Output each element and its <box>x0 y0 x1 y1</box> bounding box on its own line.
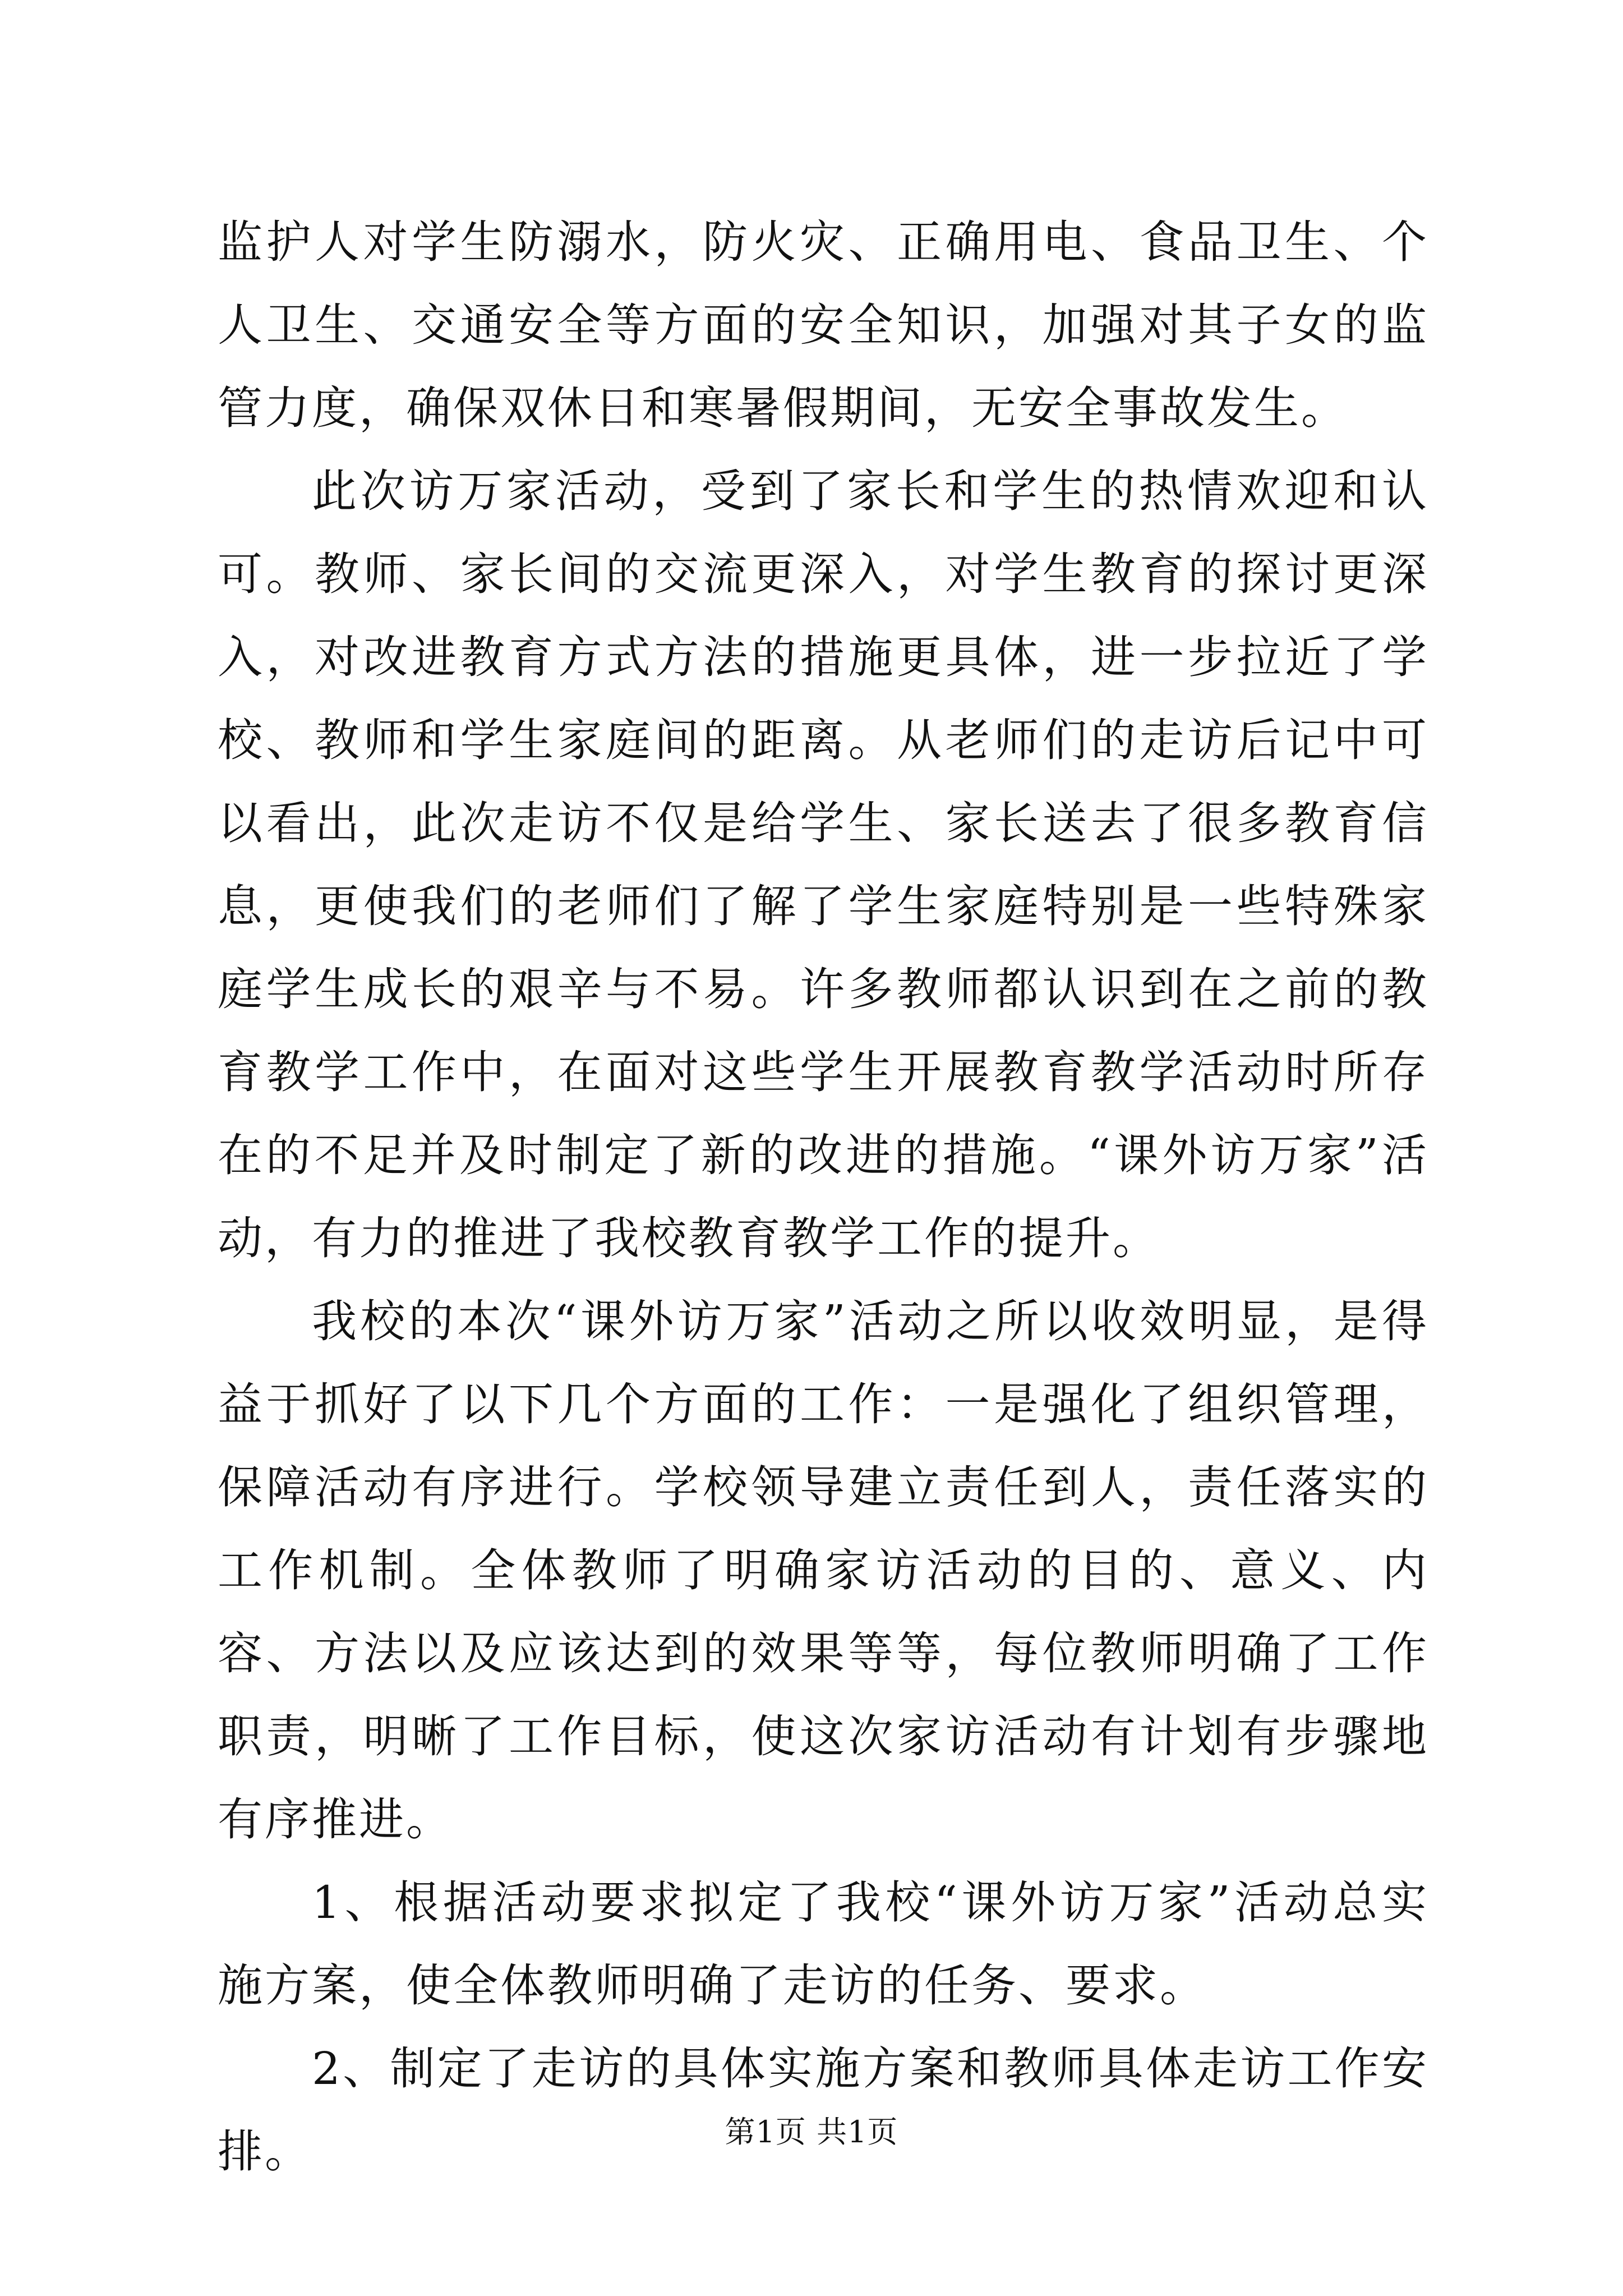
paragraph-5: 2、制定了走访的具体实施方案和教师具体走访工作安排。 <box>218 2042 1429 2178</box>
paragraph-1: 监护人对学生防溺水，防火灾、正确用电、食品卫生、个人卫生、交通安全等方面的安全知识，加强对其子女的监管力度，确保双休日和寒暑假期间，无安全事故发生。 <box>218 216 1429 434</box>
page-footer: 第1页 共1页 <box>725 2114 898 2150</box>
paragraph-2: 此次访万家活动，受到了家长和学生的热情欢迎和认可。教师、家长间的交流更深入，对学生教育的探讨更深入，对改进教育方式方法的措施更具体，进一步拉近了学校、教师和学生家庭间的距离。从老师们的走访后记中可以看出，此次走访不仅是给学生、家长送去了很多教育信息，更使我们的老师们了解了学生家庭特别是一些特殊家庭学生成长的艰辛与不易。许多教师都认识到在之前的教育教学工作中，在面对这些学生开展教育教学活动时所存在的不足并及时制定了新的改进的措施。“课外访万家”活动，有力的推进了我校教育教学工作的提升。 <box>218 465 1429 1264</box>
paragraph-4: 1、根据活动要求拟定了我校“课外访万家”活动总实施方案，使全体教师明确了走访的任务、要求。 <box>218 1876 1429 2012</box>
paragraph-3: 我校的本次“课外访万家”活动之所以收效明显，是得益于抓好了以下几个方面的工作：一是强化了组织管理，保障活动有序进行。学校领导建立责任到人，责任落实的工作机制。全体教师了明确家访活动的目的、意义、内容、方法以及应该达到的效果等等，每位教师明确了工作职责，明晰了工作目标，使这次家访活动有计划有步骤地有序推进。 <box>218 1295 1429 1846</box>
document-body <box>218 201 1429 2193</box>
